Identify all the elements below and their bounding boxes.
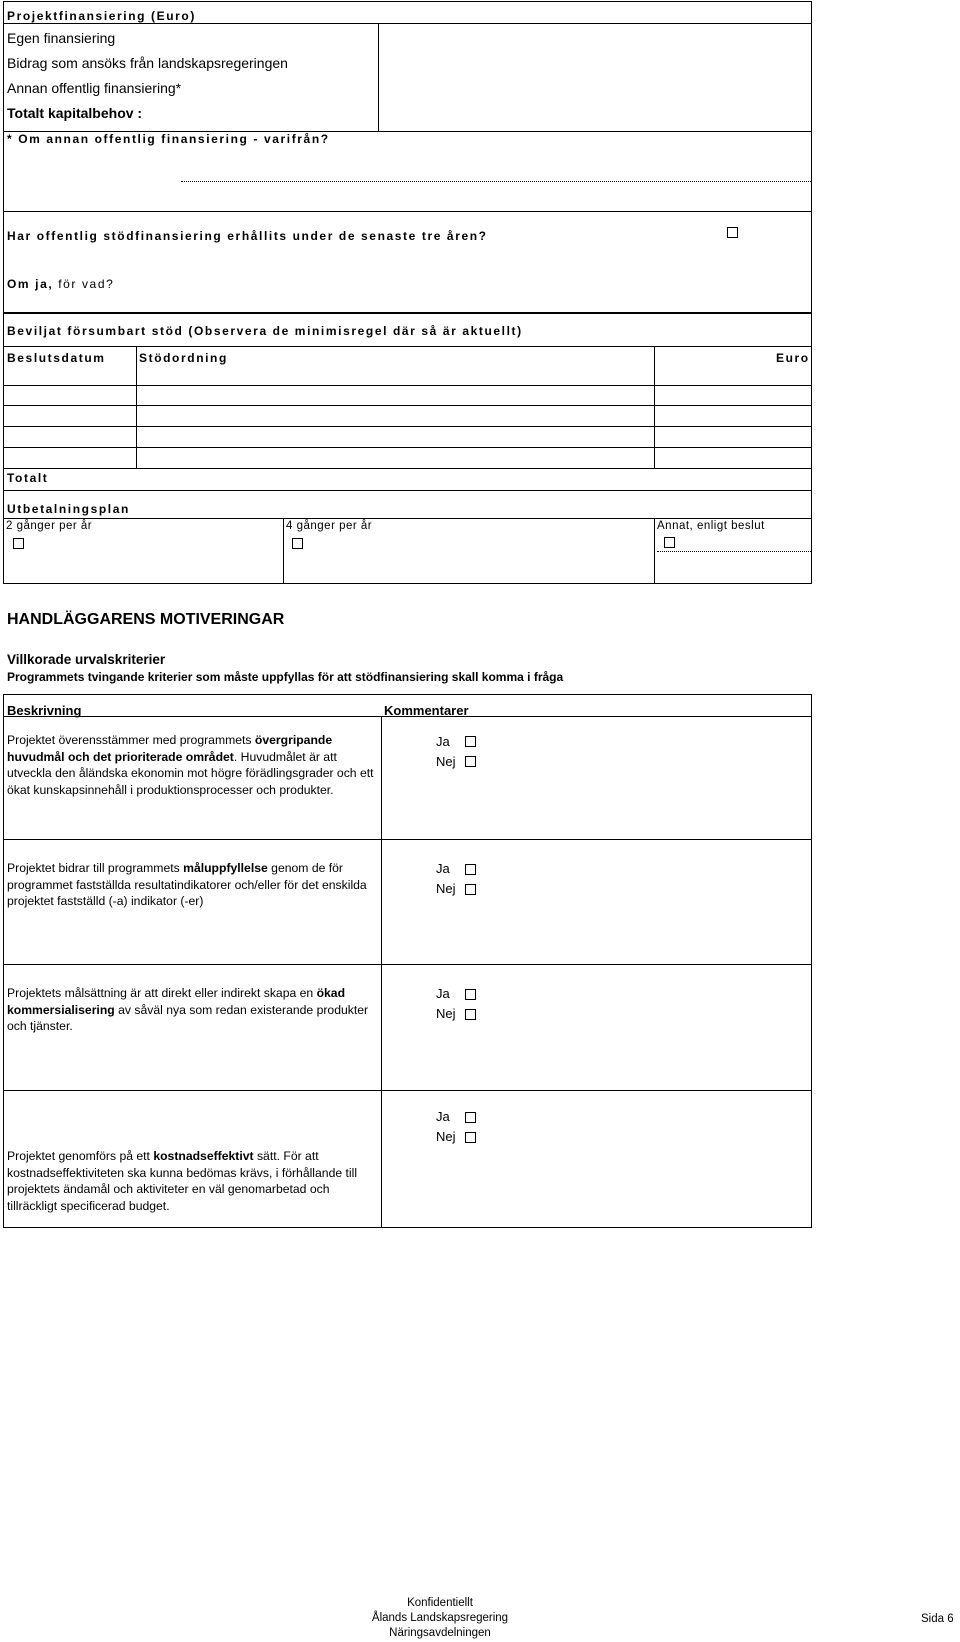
divider — [283, 518, 284, 584]
divider — [381, 716, 382, 1228]
criterion-4-no-checkbox[interactable] — [465, 1132, 476, 1143]
motivations-heading: HANDLÄGGARENS MOTIVERINGAR — [7, 611, 285, 628]
divider — [3, 447, 812, 448]
footer-confidential: Konfidentiellt — [407, 1597, 473, 1609]
payment-option-2-checkbox[interactable] — [13, 538, 24, 549]
divider — [378, 23, 379, 131]
criterion-keyword: måluppfyllelse — [183, 861, 268, 875]
divider — [3, 1090, 812, 1091]
payment-option-4: 4 gånger per år — [286, 520, 373, 532]
financing-row-grant: Bidrag som ansöks från landskapsregeringen — [7, 55, 288, 71]
criterion-3-text — [7, 985, 380, 1035]
criterion-3-yes-label: Ja — [436, 986, 450, 1001]
divider — [3, 346, 812, 347]
col-description: Beskrivning — [7, 703, 82, 718]
criterion-keyword: kostnadseffektivt — [153, 1149, 254, 1163]
criterion-2-yes-label: Ja — [436, 861, 450, 876]
criterion-1-text — [7, 732, 380, 798]
divider — [3, 211, 812, 212]
answer-line — [657, 551, 811, 552]
other-financing-question: * Om annan offentlig finansiering - varifrån? — [7, 132, 330, 146]
criterion-4-no-label: Nej — [436, 1129, 456, 1144]
criterion-2-text — [7, 860, 380, 910]
minimis-title: Beviljat försumbart stöd (Observera de minimisregel där så är aktuellt) — [7, 324, 523, 338]
criterion-text: Projektet bidrar till programmets — [7, 861, 184, 875]
footer — [340, 1596, 540, 1641]
criterion-2-yes-checkbox[interactable] — [465, 864, 476, 875]
criterion-3-no-label: Nej — [436, 1006, 456, 1021]
if-yes-bold: Om ja, — [7, 277, 54, 291]
divider — [3, 839, 812, 840]
divider — [136, 346, 137, 468]
minimis-total: Totalt — [7, 471, 49, 485]
divider — [3, 405, 812, 406]
criterion-2-no-checkbox[interactable] — [465, 884, 476, 895]
criterion-text: Projektet överensstämmer med programmets — [7, 733, 255, 747]
minimis-table — [3, 313, 812, 584]
criterion-text: Projektets målsättning är att direkt eller indirekt skapa en — [7, 986, 317, 1000]
col-euro: Euro — [776, 351, 810, 365]
payment-option-other-checkbox[interactable] — [664, 537, 675, 548]
col-comments: Kommentarer — [384, 703, 469, 718]
criterion-1-yes-label: Ja — [436, 734, 450, 749]
divider — [654, 346, 655, 468]
if-yes-rest: för vad? — [53, 277, 115, 291]
footer-organisation: Ålands Landskapsregering — [371, 1612, 509, 1624]
criterion-keyword: övergripande huvudmål och det prioriterade området — [7, 733, 333, 764]
criterion-3-no-checkbox[interactable] — [465, 1009, 476, 1020]
payment-option-2: 2 gånger per år — [6, 520, 93, 532]
divider — [654, 518, 655, 584]
divider — [3, 426, 812, 427]
payment-option-4-checkbox[interactable] — [292, 538, 303, 549]
criteria-intro: Programmets tvingande kriterier som måste uppfyllas för att stödfinansiering skall komma i fråga — [7, 670, 564, 684]
criterion-text: . Huvudmålet är att utveckla den åländska ekonomin mot högre förädlingsgrader och ett ökat kunskapsinnehåll i produktionsprocesser och produkter. — [7, 749, 374, 797]
criterion-3-yes-checkbox[interactable] — [465, 989, 476, 1000]
criterion-keyword: ökad kommersialisering — [7, 986, 346, 1017]
criterion-text: av såväl nya som redan existerande produkter och tjänster. — [7, 1002, 369, 1034]
financing-title: Projektfinansiering (Euro) — [7, 9, 196, 23]
financing-total-label: Totalt kapitalbehov : — [7, 105, 143, 121]
criterion-text: sätt. För att kostnadseffektiviteten ska kunna bedömas krävs, i förhållande till projektets ändamål och aktiviteter en väl genomarbetad och tillräckligt specificerad budget. — [7, 1149, 358, 1213]
criterion-1-no-checkbox[interactable] — [465, 756, 476, 767]
footer-department: Näringsavdelningen — [389, 1627, 491, 1639]
answer-line — [181, 181, 811, 182]
divider — [3, 468, 812, 469]
divider — [3, 490, 812, 491]
payment-option-other: Annat, enligt beslut — [657, 520, 765, 532]
financing-table — [3, 1, 812, 313]
payment-plan-title: Utbetalningsplan — [7, 502, 130, 516]
received-support-question: Har offentlig stödfinansiering erhållits under de senaste tre åren? — [7, 229, 488, 243]
criterion-4-text — [7, 1148, 380, 1214]
criterion-4-yes-label: Ja — [436, 1109, 450, 1124]
received-support-checkbox[interactable] — [727, 227, 738, 238]
if-yes-label — [7, 276, 114, 293]
criterion-1-no-label: Nej — [436, 754, 456, 769]
criterion-1-yes-checkbox[interactable] — [465, 736, 476, 747]
criterion-text: Projektet genomförs på ett — [7, 1149, 154, 1163]
criterion-2-no-label: Nej — [436, 881, 456, 896]
col-decision-date: Beslutsdatum — [7, 351, 106, 365]
page-number: Sida 6 — [921, 1613, 954, 1625]
financing-row-other: Annan offentlig finansiering* — [7, 80, 182, 96]
criteria-subheading: Villkorade urvalskriterier — [7, 652, 166, 667]
divider — [3, 964, 812, 965]
col-support-scheme: Stödordning — [139, 351, 228, 365]
divider — [3, 385, 812, 386]
criterion-text: genom de för programmet fastställda resultatindikatorer och/eller för det enskilda projektet fastställd (-a) indikator (-er) — [7, 861, 367, 909]
criterion-4-yes-checkbox[interactable] — [465, 1112, 476, 1123]
financing-row-own: Egen finansiering — [7, 30, 116, 46]
